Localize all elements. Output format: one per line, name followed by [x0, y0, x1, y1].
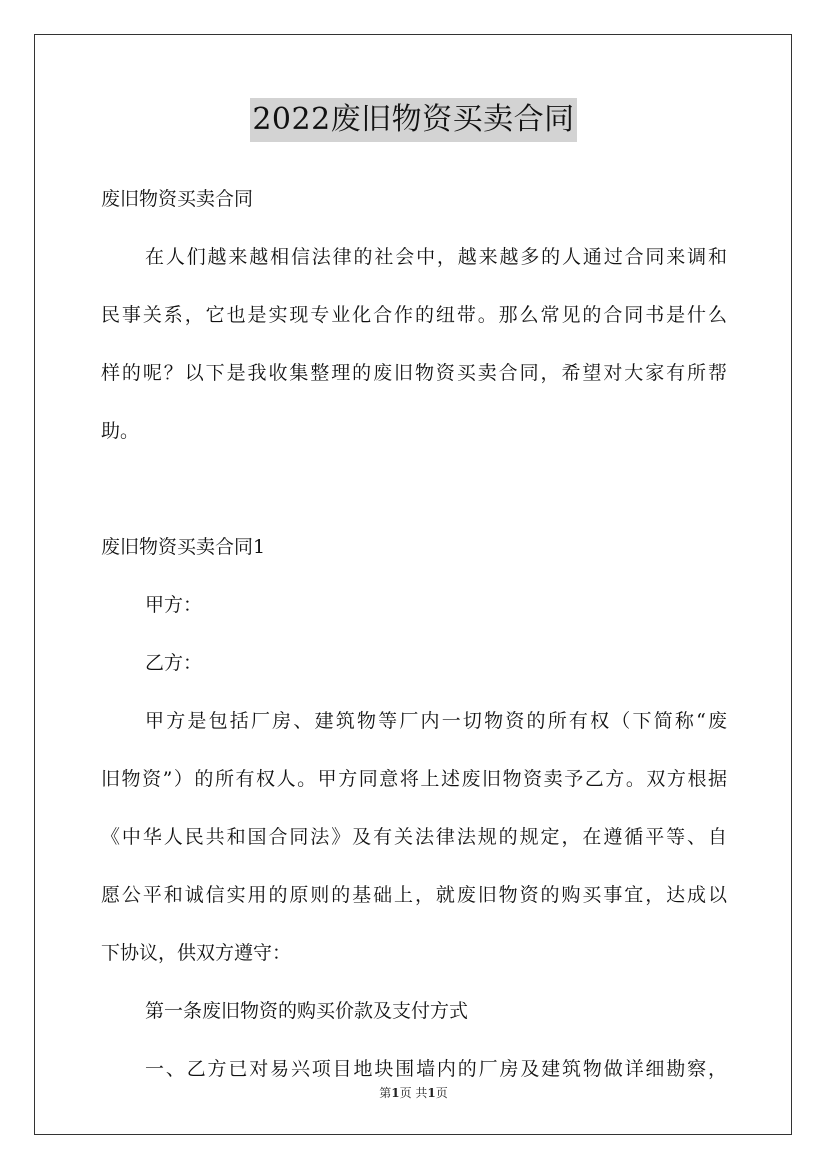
paragraph-line: 一、乙方已对易兴项目地块围墙内的厂房及建筑物做详细勘察， — [145, 1058, 727, 1080]
paragraph-heading: 废旧物资买卖合同 — [101, 188, 254, 210]
paragraph-line: 民事关系，它也是实现专业化合作的纽带。那么常见的合同书是什么 — [101, 304, 727, 326]
paragraph-line: 愿公平和诚信实用的原则的基础上，就废旧物资的购买事宜，达成以 — [101, 884, 727, 906]
page-number-mid: 页 共 — [399, 1086, 428, 1100]
section-heading: 废旧物资买卖合同1 — [101, 536, 266, 558]
blank-line — [101, 460, 727, 518]
paragraph-line: 《中华人民共和国合同法》及有关法律法规的规定，在遵循平等、自 — [101, 826, 727, 848]
paragraph-line: 助。 — [101, 420, 140, 442]
page-number-current: 1 — [391, 1086, 400, 1100]
page-number-total: 1 — [427, 1086, 436, 1100]
page-number-suffix: 页 — [435, 1086, 448, 1100]
document-body — [101, 170, 727, 1098]
document-title: 2022废旧物资买卖合同 — [250, 98, 576, 142]
page-footer — [0, 1084, 827, 1101]
title-container — [0, 98, 827, 142]
paragraph-line: 下协议，供双方遵守： — [101, 942, 292, 964]
page-number-prefix: 第 — [379, 1086, 392, 1100]
paragraph-line: 甲方是包括厂房、建筑物等厂内一切物资的所有权（下简称“废 — [145, 710, 727, 732]
party-b-label: 乙方： — [145, 652, 203, 674]
article-heading: 第一条废旧物资的购买价款及支付方式 — [145, 1000, 469, 1022]
party-a-label: 甲方： — [145, 594, 203, 616]
paragraph-line: 在人们越来越相信法律的社会中，越来越多的人通过合同来调和 — [145, 246, 727, 268]
paragraph-line: 旧物资”）的所有权人。甲方同意将上述废旧物资卖予乙方。双方根据 — [101, 768, 727, 790]
paragraph-line: 样的呢？以下是我收集整理的废旧物资买卖合同，希望对大家有所帮 — [101, 362, 727, 384]
